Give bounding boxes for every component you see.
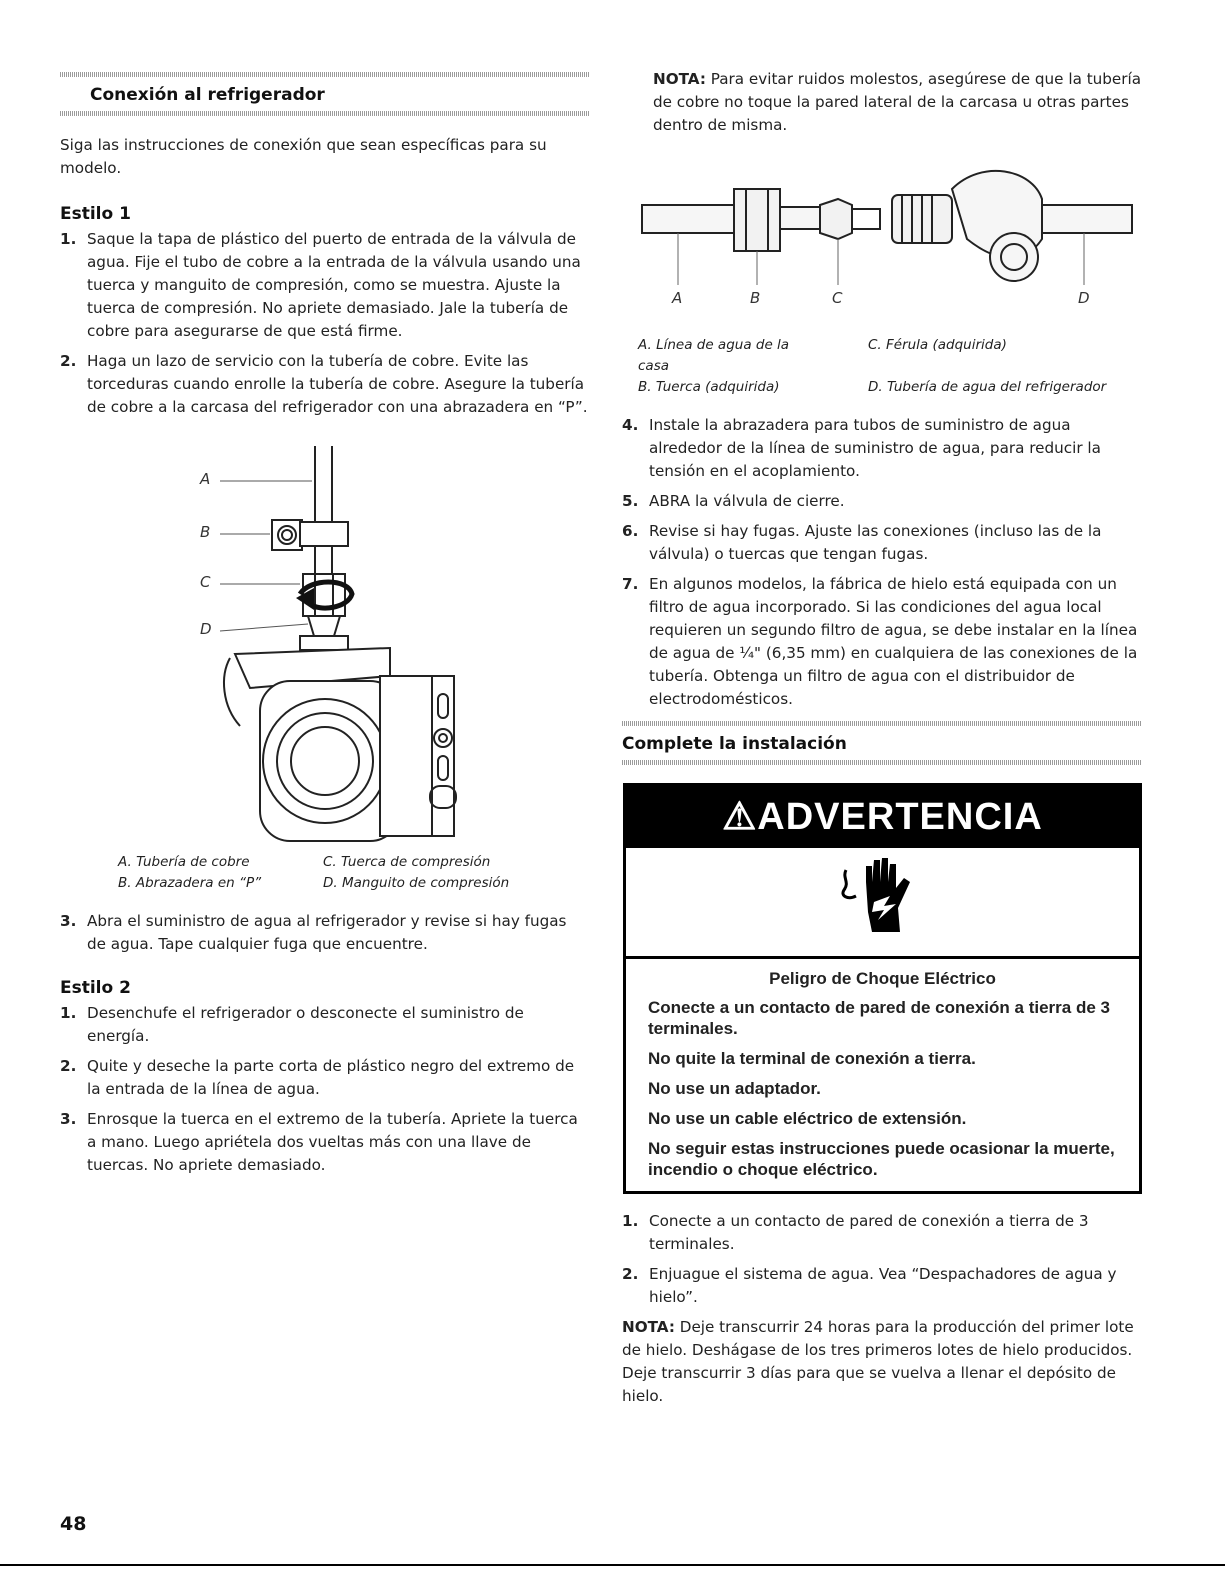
caption-c: C. Tuerca de compresión <box>323 854 491 870</box>
install-steps <box>622 414 1142 711</box>
style1-steps <box>60 228 590 419</box>
warning-line: No quite la terminal de conexión a tierra. <box>648 1049 976 1068</box>
figure-label-a: A <box>200 470 211 488</box>
step-item: 2. Enjuague el sistema de agua. Vea “Despachadores de agua y hielo”. <box>622 1265 1117 1306</box>
final-steps <box>622 1210 1142 1309</box>
caption-b: B. Abrazadera en “P” <box>118 875 262 891</box>
right-column <box>622 0 1142 765</box>
bottom-rule <box>0 1564 1225 1566</box>
caption-a: A. Línea de agua de la casa <box>638 337 790 374</box>
final-section <box>622 1210 1142 1408</box>
section-title-conexion: Conexión al refrigerador <box>90 85 325 105</box>
section-title-complete: Complete la instalación <box>622 734 847 754</box>
figure1-captions <box>118 852 590 894</box>
step-item: 5. ABRA la válvula de cierre. <box>622 492 845 510</box>
warning-title: Peligro de Choque Eléctrico <box>769 969 996 988</box>
figure2-label-a: A <box>672 289 683 307</box>
step-item: 3. Enrosque la tuerca en el extremo de la tubería. Apriete la tuerca a mano. Luego apriétela dos vueltas más con una llave de tuercas. No apriete demasiado. <box>60 1110 578 1174</box>
left-column <box>60 0 590 1184</box>
figure2-label-b: B <box>750 289 761 307</box>
step-item: 4. Instale la abrazadera para tubos de suministro de agua alrededor de la línea de suministro de agua, para reducir la tensión en el acoplamiento. <box>622 416 1101 480</box>
step-item: 1. Saque la tapa de plástico del puerto de entrada de la válvula de agua. Fije el tubo de cobre a la entrada de la válvula usando una tuerca y manguito de compresión, como se muestra. Ajuste la tuerca de compresión. No apriete demasiado. Jale la tubería de cobre para asegurarse de que está firme. <box>60 230 581 340</box>
figure-label-c: C <box>200 573 211 591</box>
style1-step3 <box>60 910 590 956</box>
step-item: 2. Haga un lazo de servicio con la tubería de cobre. Evite las torceduras cuando enrolle la tubería de cobre. Asegure la tubería de cobre a la carcasa del refrigerador con una abrazadera en “P”. <box>60 352 588 416</box>
caption-d: D. Tubería de agua del refrigerador <box>868 379 1107 395</box>
caption-d: D. Manguito de compresión <box>323 875 510 891</box>
intro-text: Siga las instrucciones de conexión que sean específicas para su modelo. <box>60 136 547 177</box>
warning-icon-area <box>626 848 1139 959</box>
figure2-label-d: D <box>1078 289 1090 307</box>
warning-header: ⚠ADVERTENCIA <box>626 786 1139 848</box>
fitting-illustration <box>622 159 1142 329</box>
nota-1: NOTA: Para evitar ruidos molestos, asegúrese de que la tubería de cobre no toque la pared lateral de la carcasa u otras partes dentro de misma. <box>653 70 1142 134</box>
step-item: 6. Revise si hay fugas. Ajuste las conexiones (incluso las de la válvula) o tuercas que tengan fugas. <box>622 522 1102 563</box>
electric-shock-hand-icon <box>838 852 928 952</box>
warning-line: Conecte a un contacto de pared de conexión a tierra de 3 terminales. <box>648 998 1110 1038</box>
figure2-captions <box>638 335 1142 398</box>
style2-heading: Estilo 2 <box>60 978 131 998</box>
step-item: 1. Desenchufe el refrigerador o desconecte el suministro de energía. <box>60 1004 524 1045</box>
warning-line: No seguir estas instrucciones puede ocasionar la muerte, incendio o choque eléctrico. <box>648 1139 1115 1179</box>
caption-c: C. Férula (adquirida) <box>868 337 1007 353</box>
step-item: 2. Quite y deseche la parte corta de plástico negro del extremo de la entrada de la línea de agua. <box>60 1057 575 1098</box>
warning-box <box>623 783 1142 1194</box>
caption-a: A. Tubería de cobre <box>118 854 250 870</box>
warning-line: No use un cable eléctrico de extensión. <box>648 1109 967 1128</box>
step-item: 7. En algunos modelos, la fábrica de hielo está equipada con un filtro de agua incorporado. Si las condiciones del agua local requieren un segundo filtro de agua, se debe instalar en la línea de agua de ¼" (6,35 mm) en cualquiera de las conexiones de la tubería. Obtenga un filtro de agua con el distribuidor de electrodomésticos. <box>622 575 1138 708</box>
warning-triangle-icon: ⚠ <box>722 796 758 838</box>
figure-label-d: D <box>200 620 212 638</box>
step-item: 1. Conecte a un contacto de pared de conexión a tierra de 3 terminales. <box>622 1212 1089 1253</box>
nota-2: NOTA: Deje transcurrir 24 horas para la producción del primer lote de hielo. Deshágase de los tres primeros lotes de hielo producidos. Deje transcurrir 3 días para que se vuelva a llenar el depósito de hielo. <box>622 1318 1134 1405</box>
rule-bottom <box>622 760 1142 765</box>
step-item: 3. Abra el suministro de agua al refrigerador y revise si hay fugas de agua. Tape cualquier fuga que encuentre. <box>60 912 567 953</box>
fitting-figure <box>622 159 1142 329</box>
figure-label-b: B <box>200 523 211 541</box>
valve-illustration <box>60 426 590 846</box>
caption-b: B. Tuerca (adquirida) <box>638 379 780 395</box>
warning-line: No use un adaptador. <box>648 1079 821 1098</box>
page-number: 48 <box>60 1513 87 1535</box>
valve-figure <box>60 426 590 846</box>
figure2-label-c: C <box>832 289 843 307</box>
style2-steps <box>60 1002 590 1177</box>
style1-heading: Estilo 1 <box>60 204 131 224</box>
rule-bottom <box>60 111 590 116</box>
